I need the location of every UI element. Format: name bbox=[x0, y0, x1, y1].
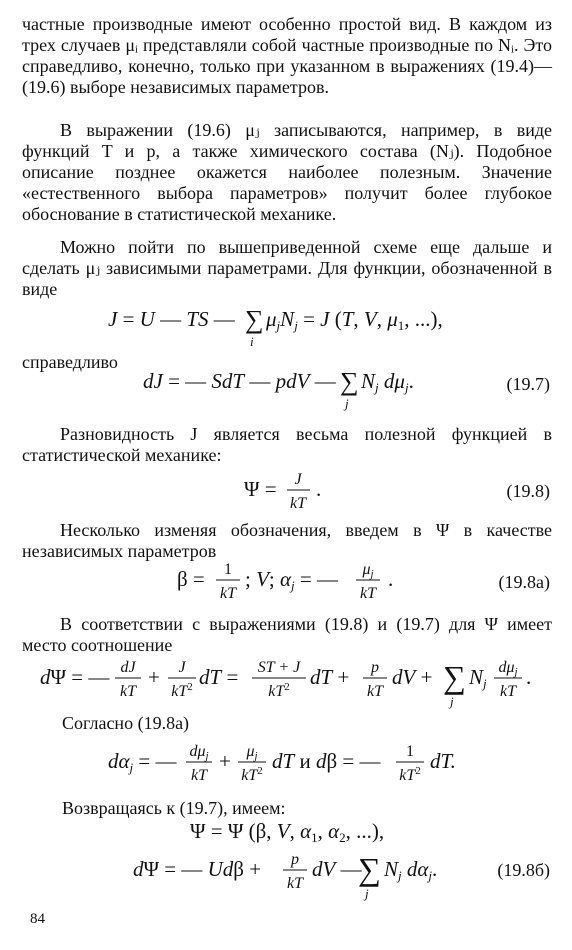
svg-text:ST + J: ST + J bbox=[257, 659, 301, 676]
svg-text:Nj dαj.: Nj dαj. bbox=[384, 857, 438, 883]
equation-j-definition bbox=[0, 300, 572, 348]
svg-text:kT: kT bbox=[220, 585, 236, 602]
svg-text:+: + bbox=[148, 665, 160, 689]
paragraph-1: частные производные имеют особенно простой вид. В каждом из трех случаев μᵢ представляли собой частные производные по Nᵢ. Это справедливо, конечно, только при указанном в выражениях (19.4)—(19.6) выборе независимых параметров. bbox=[22, 14, 552, 97]
svg-text:dT.: dT. bbox=[430, 749, 456, 773]
svg-text:dμj: dμj bbox=[189, 743, 209, 762]
equation-tag-19-8: (19.8) bbox=[506, 481, 550, 501]
svg-text:p: p bbox=[371, 659, 379, 676]
svg-text:β =: β = bbox=[177, 567, 205, 591]
svg-text:i: i bbox=[250, 334, 254, 349]
paragraph-4: справедливо bbox=[22, 352, 118, 372]
svg-text:Nj: Nj bbox=[469, 665, 487, 691]
svg-text:1: 1 bbox=[406, 743, 414, 760]
equation-19-8a bbox=[0, 558, 572, 606]
svg-text:kT2: $kT^2$ bbox=[171, 681, 193, 700]
svg-text:dμj: dμj bbox=[498, 659, 518, 678]
svg-text:kT: kT bbox=[360, 585, 376, 602]
paragraph-8: Согласно (19.8а) bbox=[62, 713, 190, 733]
paragraph-7: В соответствии с выражениями (19.8) и (19.7) для Ψ имеет место соотношение bbox=[22, 614, 552, 655]
page-number: 84 bbox=[30, 911, 45, 927]
svg-text:μjNj = J (T, V, μ1, ...),: μjNj = J (T, V, μ1, ...), bbox=[266, 307, 443, 333]
equation-psi-params bbox=[0, 816, 572, 846]
svg-text:j: j bbox=[450, 694, 454, 709]
equation-19-7 bbox=[0, 362, 572, 410]
svg-text:dT =: dT = bbox=[199, 665, 239, 689]
paragraph-5: Разновидность J является весьма полезной функцией в статистической механике: bbox=[22, 424, 552, 465]
svg-text:Ψ = Ψ (β, V, α1, α2, ...),: Ψ = Ψ (β, V, α1, α2, ...), bbox=[190, 819, 385, 845]
svg-text:kT2: $kT^2$ bbox=[268, 681, 290, 700]
svg-text:μj: μj bbox=[362, 561, 374, 580]
svg-text:dJ = — SdT — pdV —: dJ = — SdT — pdV — bbox=[143, 369, 336, 393]
svg-text:.: . bbox=[316, 477, 322, 501]
svg-text:dV —: dV — bbox=[312, 857, 362, 881]
svg-text:j: j bbox=[345, 396, 349, 411]
equation-tag-19-7: (19.7) bbox=[506, 374, 550, 394]
svg-text:Nj dμj.: Nj dμj. bbox=[361, 369, 414, 395]
equation-19-8b bbox=[0, 848, 572, 901]
svg-text:dαj = —: dαj = — bbox=[108, 749, 177, 775]
svg-text:J = U — TS —: J = U — TS — bbox=[108, 307, 235, 331]
svg-text:kT2: $kT^2$ bbox=[399, 765, 421, 784]
svg-text:kT: kT bbox=[500, 683, 516, 700]
svg-text:dT +: dT + bbox=[310, 665, 350, 689]
svg-text:1: 1 bbox=[224, 561, 232, 578]
paragraph-3: Можно пойти по вышеприведенной схеме еще дальше и сделать μⱼ зависимыми параметрами. Для функции, обозначенной в виде bbox=[22, 237, 552, 299]
svg-text:∑: ∑ bbox=[358, 851, 381, 887]
svg-text:kT: kT bbox=[287, 875, 303, 892]
svg-text:∑: ∑ bbox=[245, 305, 264, 334]
svg-text:dΨ = — Udβ +: dΨ = — Udβ + bbox=[133, 857, 262, 881]
svg-text:.: . bbox=[388, 567, 394, 591]
svg-text:kT2: $kT^2$ bbox=[241, 765, 263, 784]
paragraph-6: Несколько изменяя обозначения, введем в Ψ в качестве независимых параметров bbox=[22, 520, 552, 561]
svg-text:p: p bbox=[291, 851, 299, 868]
svg-text:Ψ =: Ψ = bbox=[244, 477, 277, 501]
svg-text:kT: kT bbox=[120, 683, 136, 700]
svg-text:dV +: dV + bbox=[392, 665, 433, 689]
svg-text:J: J bbox=[178, 659, 186, 676]
svg-text:J: J bbox=[294, 471, 302, 488]
equation-19-8 bbox=[0, 468, 572, 516]
equation-dpsi bbox=[0, 656, 572, 709]
svg-text:∑: ∑ bbox=[340, 367, 359, 396]
svg-text:+: + bbox=[219, 749, 231, 773]
svg-text:kT: kT bbox=[290, 495, 306, 512]
svg-text:μj: μj bbox=[246, 743, 258, 762]
svg-text:dΨ = —: dΨ = — bbox=[40, 665, 110, 689]
svg-text:kT: kT bbox=[367, 683, 383, 700]
equation-tag-19-8b: (19.8б) bbox=[497, 860, 550, 880]
svg-text:dJ: dJ bbox=[120, 659, 136, 676]
svg-text:dT и dβ = —: dT и dβ = — bbox=[272, 749, 381, 773]
svg-text:kT: kT bbox=[191, 767, 207, 784]
svg-text:∑: ∑ bbox=[443, 659, 466, 695]
svg-text:j: j bbox=[365, 886, 369, 901]
svg-text:.: . bbox=[526, 665, 532, 689]
equation-tag-19-8a: (19.8а) bbox=[498, 572, 550, 592]
equation-dalpha-dbeta bbox=[0, 740, 572, 788]
svg-text:; V; αj = —: ; V; αj = — bbox=[245, 567, 339, 593]
paragraph-9: Возвращаясь к (19.7), имеем: bbox=[62, 798, 286, 818]
paragraph-2: В выражении (19.6) μⱼ записываются, например, в виде функций T и p, а также химического состава (Nⱼ). Подобное описание позднее окажется наиболее полезным. Значение «естественного выбора параметров» получит более глубокое обоснование в статистической механике. bbox=[22, 120, 552, 224]
